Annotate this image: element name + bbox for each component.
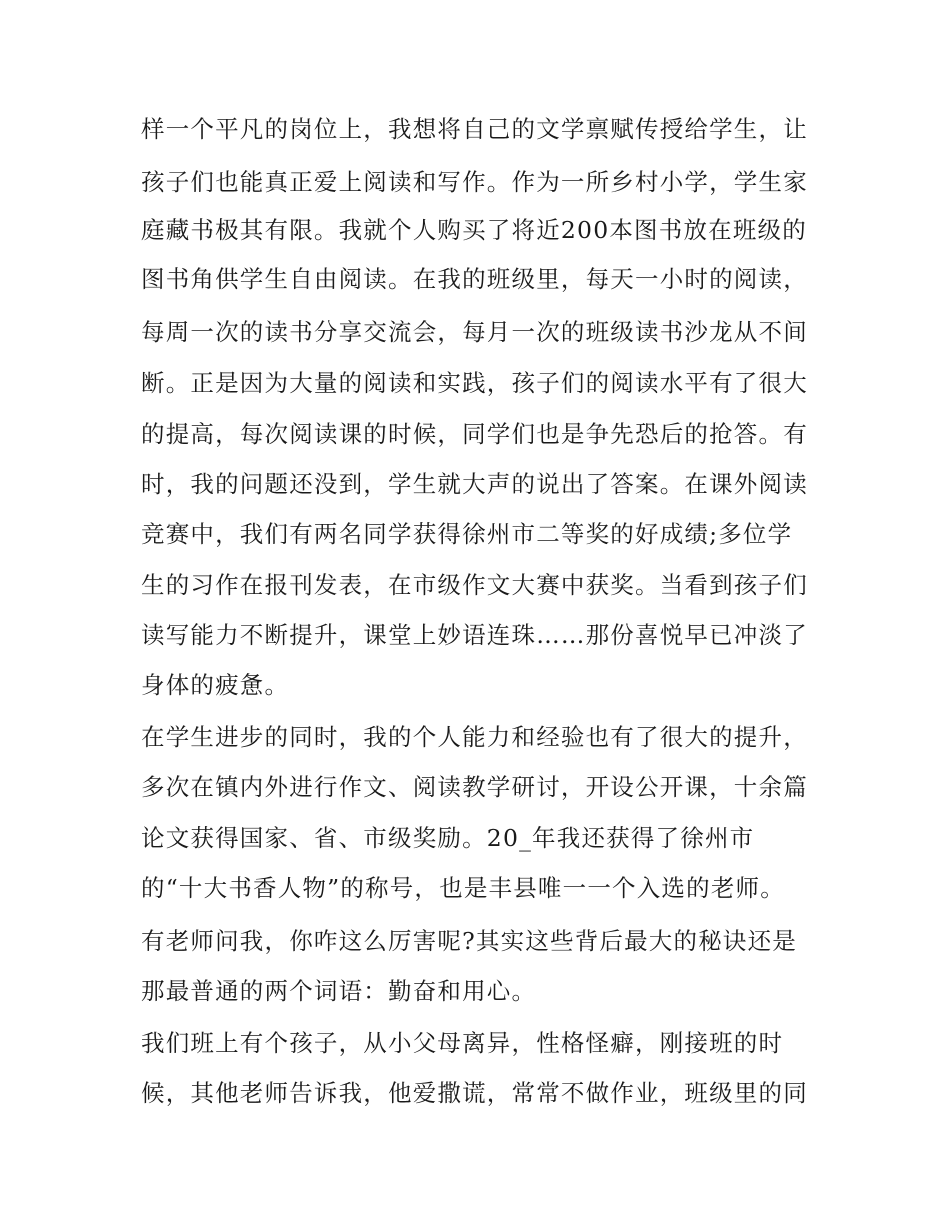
text-line: 庭藏书极其有限。我就个人购买了将近200本图书放在班级的 [141, 216, 807, 244]
text-line: 每周一次的读书分享交流会，每月一次的班级读书沙龙从不间 [141, 318, 808, 346]
text-line: 时，我的问题还没到，学生就大声的说出了答案。在课外阅读 [141, 470, 808, 498]
text-line: 候，其他老师告诉我，他爱撒谎，常常不做作业，班级里的同 [141, 1079, 808, 1107]
text-line: 多次在镇内外进行作文、阅读教学研讨，开设公开课，十余篇 [141, 773, 808, 801]
text-line: 论文获得国家、省、市级奖励。20_年我还获得了徐州市 [141, 824, 755, 852]
text-line: 生的习作在报刊发表，在市级作文大赛中获奖。当看到孩子们 [141, 571, 808, 599]
text-line: 那最普通的两个词语：勤奋和用心。 [141, 977, 537, 1005]
text-line: 孩子们也能真正爱上阅读和写作。作为一所乡村小学，学生家 [141, 168, 808, 196]
text-line: 读写能力不断提升，课堂上妙语连珠……那份喜悦早已冲淡了 [141, 621, 808, 649]
text-line: 有老师问我，你咋这么厉害呢?其实这些背后最大的秘诀还是 [141, 927, 797, 955]
text-line: 样一个平凡的岗位上，我想将自己的文学禀赋传授给学生，让 [141, 115, 808, 143]
text-line: 断。正是因为大量的阅读和实践，孩子们的阅读水平有了很大 [141, 369, 808, 397]
text-line: 的提高，每次阅读课的时候，同学们也是争先恐后的抢答。有 [141, 420, 808, 448]
text-line: 的“十大书香人物”的称号，也是丰县唯一一个入选的老师。 [141, 874, 785, 902]
text-line: 在学生进步的同时，我的个人能力和经验也有了很大的提升， [141, 723, 808, 751]
text-line: 竞赛中，我们有两名同学获得徐州市二等奖的好成绩;多位学 [141, 520, 793, 548]
text-line: 我们班上有个孩子，从小父母离异，性格怪癖，刚接班的时 [141, 1029, 784, 1057]
text-line: 身体的疲惫。 [141, 671, 290, 699]
text-line: 图书角供学生自由阅读。在我的班级里，每天一小时的阅读， [141, 265, 808, 293]
